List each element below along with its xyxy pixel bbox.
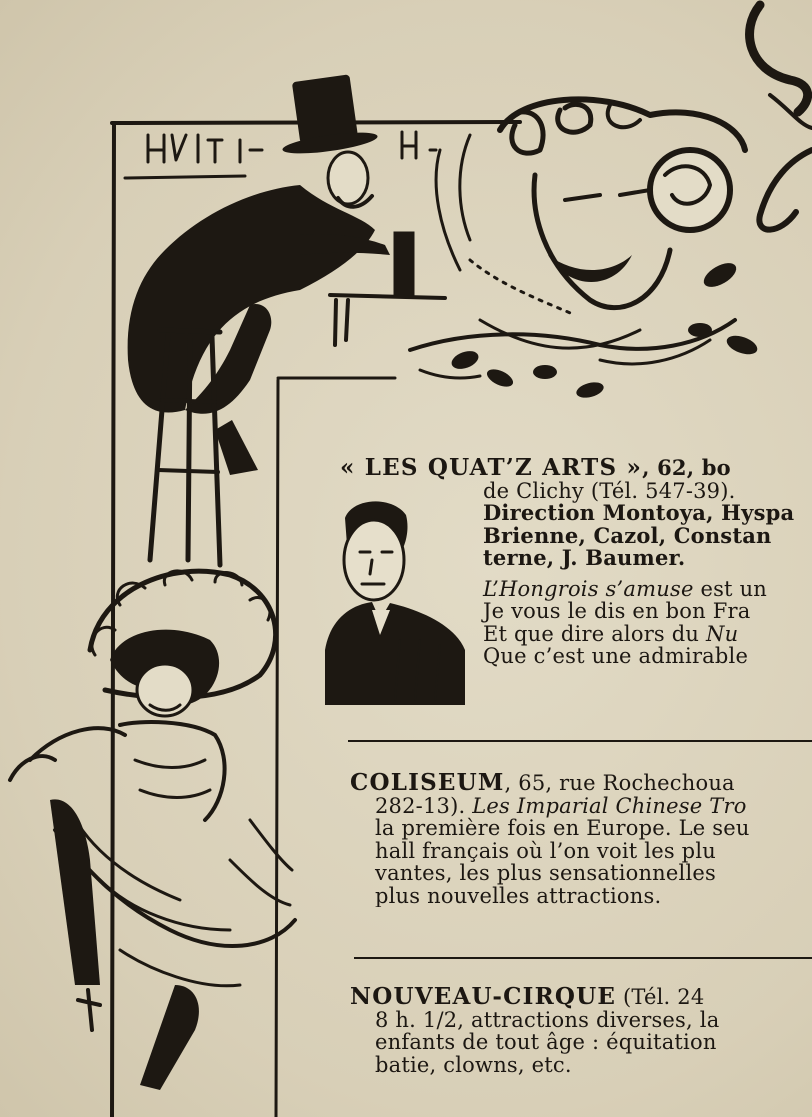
divider-2 (354, 957, 812, 959)
man-top-hat-icon (128, 74, 413, 475)
entry-nouveau-cirque-title: NOUVEAU-CIRQUE (350, 986, 617, 1010)
divider-1 (348, 740, 812, 742)
frame-left-line (112, 123, 114, 1117)
dancer-woman-icon (10, 571, 295, 1090)
woman-face-flower-icon (436, 99, 745, 315)
bar-table-icon (330, 295, 445, 345)
entry-coliseum-title: COLISEUM (350, 772, 505, 796)
ornament-swirl-icon (750, 5, 812, 230)
entry-coliseum: COLISEUM, 65, rue Rochechoua 282-13). Les Imparial Chinese Tro la première fois en Europe. Le seu hall français où l’on voit les plu vantes, les plus sensationnelles plus nouvelles attractions. (350, 772, 812, 907)
entry-quatz-arts-title: « LES QUAT’Z ARTS » (340, 457, 643, 481)
entry-quatz-arts: « LES QUAT’Z ARTS », 62, bo de Clichy (Tél. 547-39). Direction Montoya, Hyspa Brienne, Cazol, Constan terne, J. Baumer. L’Hongrois s’amuse est un Je vous le dis en bon Fra Et que dire alors du Nu Que c’est une admirable (340, 457, 812, 668)
entry-nouveau-cirque: NOUVEAU-CIRQUE (Tél. 24 8 h. 1/2, attractions diverses, la enfants de tout âge : équitation batie, clowns, etc. (350, 986, 812, 1076)
